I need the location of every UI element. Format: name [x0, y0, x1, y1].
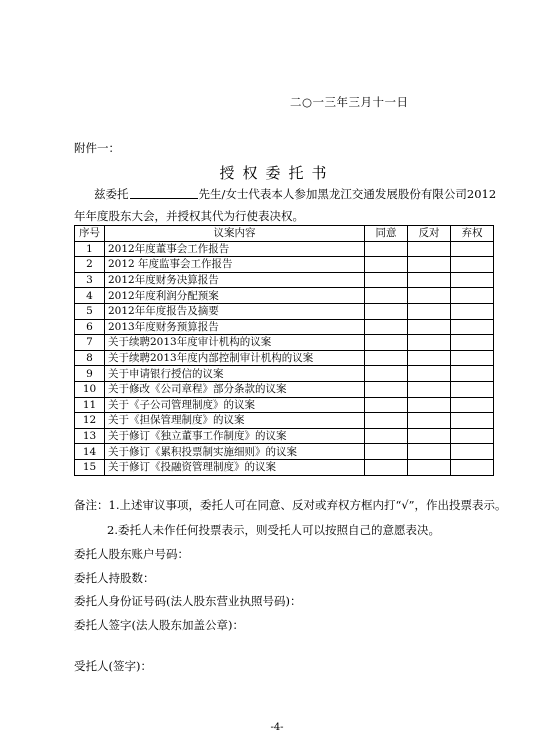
header-agree: 同意	[365, 226, 408, 242]
row-number: 12	[75, 413, 105, 429]
agree-cell[interactable]	[365, 335, 408, 351]
row-number: 14	[75, 444, 105, 460]
table-row	[75, 413, 494, 429]
abstain-cell[interactable]	[451, 288, 494, 304]
oppose-cell[interactable]	[408, 459, 451, 475]
row-number: 13	[75, 428, 105, 444]
page-number: -4-	[270, 722, 284, 733]
abstain-cell[interactable]	[451, 381, 494, 397]
agree-cell[interactable]	[365, 303, 408, 319]
oppose-cell[interactable]	[408, 272, 451, 288]
row-proposal: 2012年年度报告及摘要	[105, 303, 365, 319]
table-row	[75, 319, 494, 335]
voting-table	[74, 225, 494, 476]
row-number: 1	[75, 241, 105, 257]
document-date: 二○一三年三月十一日	[290, 95, 409, 109]
abstain-cell[interactable]	[451, 272, 494, 288]
row-number: 8	[75, 350, 105, 366]
proxy-name-blank[interactable]	[130, 187, 198, 199]
field-shares-held: 委托人持股数：	[74, 571, 155, 585]
oppose-cell[interactable]	[408, 335, 451, 351]
table-header-row	[75, 226, 494, 242]
row-proposal: 2012年度利润分配预案	[105, 288, 365, 304]
note-1: 备注：1.上述审议事项，委托人可在同意、反对或弃权方框内打“√”，作出投票表示。	[74, 498, 507, 512]
agree-cell[interactable]	[365, 444, 408, 460]
abstain-cell[interactable]	[451, 319, 494, 335]
agree-cell[interactable]	[365, 319, 408, 335]
agree-cell[interactable]	[365, 288, 408, 304]
row-proposal: 2013年度财务预算报告	[105, 319, 365, 335]
agree-cell[interactable]	[365, 350, 408, 366]
abstain-cell[interactable]	[451, 459, 494, 475]
row-number: 10	[75, 381, 105, 397]
attachment-label: 附件一：	[74, 141, 120, 155]
row-proposal: 关于修订《独立董事工作制度》的议案	[105, 428, 365, 444]
row-proposal: 2012 年度监事会工作报告	[105, 257, 365, 273]
table-row	[75, 397, 494, 413]
abstain-cell[interactable]	[451, 335, 494, 351]
agree-cell[interactable]	[365, 459, 408, 475]
row-proposal: 关于修订《累积投票制实施细则》的议案	[105, 444, 365, 460]
table-row	[75, 303, 494, 319]
row-proposal: 关于修改《公司章程》部分条款的议案	[105, 381, 365, 397]
oppose-cell[interactable]	[408, 350, 451, 366]
note-2: 2.委托人未作任何投票表示，则受托人可以按照自己的意愿表决。	[107, 523, 440, 537]
table-row	[75, 381, 494, 397]
row-proposal: 关于《担保管理制度》的议案	[105, 413, 365, 429]
intro-line-2: 年年度股东大会，并授权其代为行使表决权。	[74, 209, 304, 223]
row-number: 15	[75, 459, 105, 475]
oppose-cell[interactable]	[408, 413, 451, 429]
row-number: 6	[75, 319, 105, 335]
abstain-cell[interactable]	[451, 303, 494, 319]
table-row	[75, 459, 494, 475]
agree-cell[interactable]	[365, 413, 408, 429]
table-row	[75, 350, 494, 366]
field-trustee-signature: 受托人(签字)：	[74, 659, 152, 673]
table-row	[75, 428, 494, 444]
table-row	[75, 335, 494, 351]
agree-cell[interactable]	[365, 257, 408, 273]
row-number: 3	[75, 272, 105, 288]
oppose-cell[interactable]	[408, 428, 451, 444]
row-number: 2	[75, 257, 105, 273]
table-row	[75, 288, 494, 304]
row-proposal: 关于《子公司管理制度》的议案	[105, 397, 365, 413]
field-id-number: 委托人身份证号码(法人股东营业执照号码)：	[74, 594, 302, 608]
field-account-number: 委托人股东账户号码：	[74, 547, 189, 561]
abstain-cell[interactable]	[451, 257, 494, 273]
agree-cell[interactable]	[365, 366, 408, 382]
row-proposal: 关于续聘2013年度审计机构的议案	[105, 335, 365, 351]
table-row	[75, 272, 494, 288]
table-row	[75, 241, 494, 257]
row-number: 9	[75, 366, 105, 382]
header-no: 序号	[75, 226, 105, 242]
oppose-cell[interactable]	[408, 319, 451, 335]
agree-cell[interactable]	[365, 381, 408, 397]
row-number: 7	[75, 335, 105, 351]
header-item: 议案内容	[105, 226, 365, 242]
table-row	[75, 366, 494, 382]
oppose-cell[interactable]	[408, 241, 451, 257]
row-number: 11	[75, 397, 105, 413]
abstain-cell[interactable]	[451, 397, 494, 413]
agree-cell[interactable]	[365, 272, 408, 288]
oppose-cell[interactable]	[408, 397, 451, 413]
oppose-cell[interactable]	[408, 444, 451, 460]
intro-suffix: 先生/女士代表本人参加黑龙江交通发展股份有限公司2012	[198, 187, 497, 201]
abstain-cell[interactable]	[451, 413, 494, 429]
oppose-cell[interactable]	[408, 303, 451, 319]
abstain-cell[interactable]	[451, 428, 494, 444]
oppose-cell[interactable]	[408, 288, 451, 304]
agree-cell[interactable]	[365, 397, 408, 413]
agree-cell[interactable]	[365, 428, 408, 444]
row-number: 5	[75, 303, 105, 319]
header-oppose: 反对	[408, 226, 451, 242]
row-number: 4	[75, 288, 105, 304]
intro-line-1	[94, 186, 496, 202]
abstain-cell[interactable]	[451, 444, 494, 460]
oppose-cell[interactable]	[408, 381, 451, 397]
header-abstain: 弃权	[451, 226, 494, 242]
row-proposal: 关于续聘2013年度内部控制审计机构的议案	[105, 350, 365, 366]
table-row	[75, 257, 494, 273]
oppose-cell[interactable]	[408, 257, 451, 273]
table-body	[75, 241, 494, 475]
field-client-signature: 委托人签字(法人股东加盖公章)：	[74, 618, 244, 632]
row-proposal: 关于修订《投融资管理制度》的议案	[105, 459, 365, 475]
abstain-cell[interactable]	[451, 241, 494, 257]
row-proposal: 关于申请银行授信的议案	[105, 366, 365, 382]
oppose-cell[interactable]	[408, 366, 451, 382]
abstain-cell[interactable]	[451, 350, 494, 366]
abstain-cell[interactable]	[451, 366, 494, 382]
table-row	[75, 444, 494, 460]
agree-cell[interactable]	[365, 241, 408, 257]
row-proposal: 2012年度财务决算报告	[105, 272, 365, 288]
intro-prefix: 兹委托	[94, 187, 129, 201]
document-title: 授权委托书	[219, 164, 335, 182]
row-proposal: 2012年度董事会工作报告	[105, 241, 365, 257]
